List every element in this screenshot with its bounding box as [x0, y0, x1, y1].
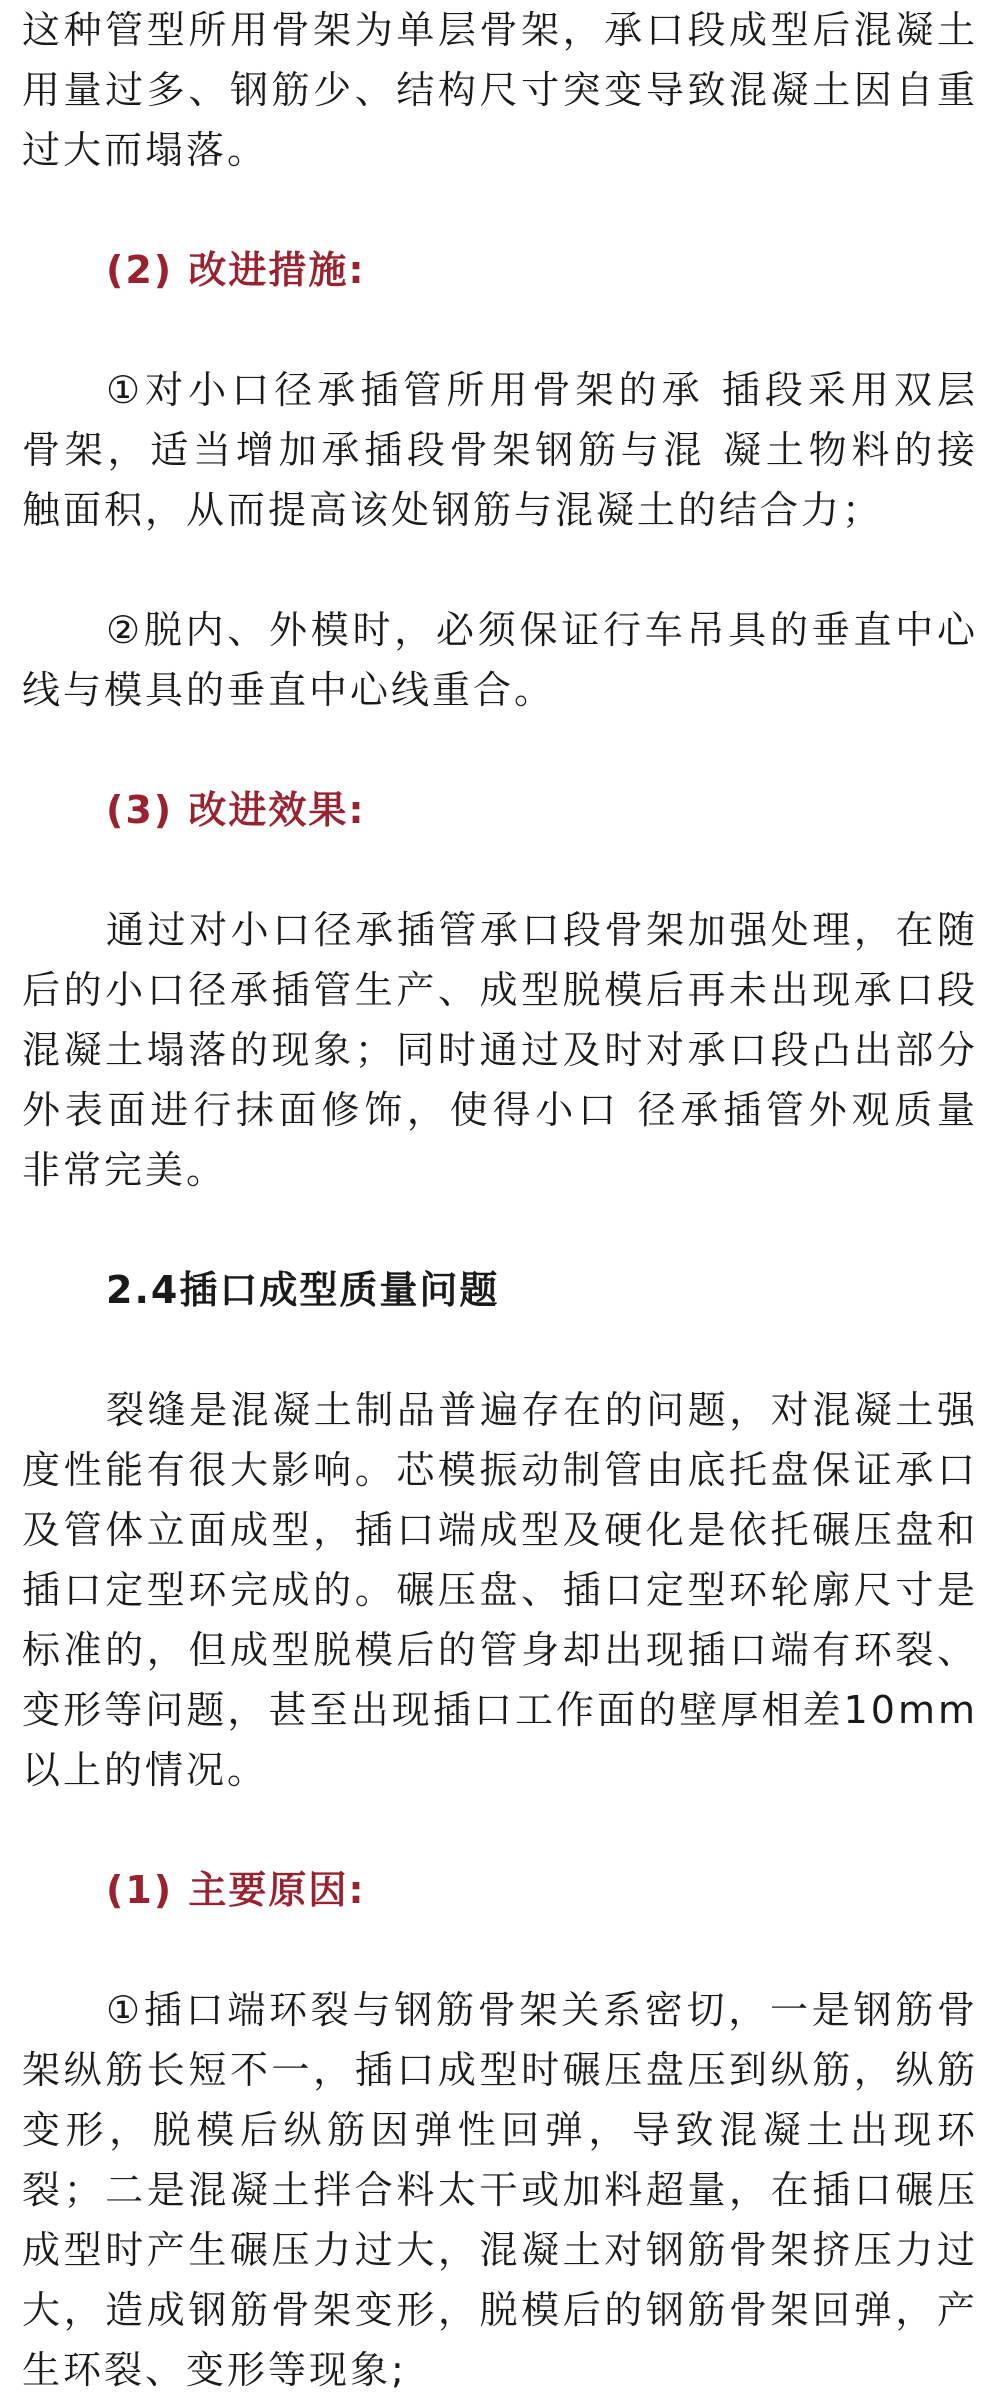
spacer [22, 1320, 978, 1380]
spacer [22, 1920, 978, 1980]
spacer [22, 840, 978, 900]
paragraph-effect: 通过对小口径承插管承口段骨架加强处理，在随后的小口径承插管生产、成型脱模后再未出现承口段混凝土塌落的现象；同时通过及时对承口段凸出部分外表面进行抹面修饰，使得小口 径承插管外观质量非常完美。 [22, 908, 978, 1192]
paragraph-cause-1: ①插口端环裂与钢筋骨架关系密切，一是钢筋骨架纵筋长短不一，插口成型时碾压盘压到纵筋，纵筋变形，脱模后纵筋因弹性回弹，导致混凝土出现环裂；二是混凝土拌合料太干或加料超量，在插口碾压成型时产生碾压力过大，混凝土对钢筋骨架挤压力过大，造成钢筋骨架变形，脱模后的钢筋骨架回弹，产生环裂、变形等现象; [22, 1988, 978, 2392]
heading-improvement-measures: (2) 改进措施: [106, 248, 366, 292]
spacer [22, 720, 978, 780]
spacer [22, 1800, 978, 1860]
spacer [22, 1200, 978, 1260]
heading-main-cause: (1) 主要原因: [106, 1868, 366, 1912]
heading-improvement-effect: (3) 改进效果: [106, 788, 366, 832]
paragraph-measure-2: ②脱内、外模时，必须保证行车吊具的垂直中心线与模具的垂直中心线重合。 [22, 608, 978, 712]
spacer [22, 300, 978, 360]
spacer [22, 540, 978, 600]
paragraph-section-intro: 裂缝是混凝土制品普遍存在的问题，对混凝土强度性能有很大影响。芯模振动制管由底托盘保证承口及管体立面成型，插口端成型及硬化是依托碾压盘和插口定型环完成的。碾压盘、插口定型环轮廓尺寸是标准的，但成型脱模后的管身却出现插口端有环裂、变形等问题，甚至出现插口工作面的壁厚相差10mm以上的情况。 [22, 1388, 978, 1792]
paragraph-intro: 这种管型所用骨架为单层骨架，承口段成型后混凝土用量过多、钢筋少、结构尺寸突变导致混凝土因自重过大而塌落。 [22, 8, 978, 172]
heading-section-2-4: 2.4插口成型质量问题 [106, 1268, 500, 1312]
spacer [22, 180, 978, 240]
paragraph-measure-1: ①对小口径承插管所用骨架的承 插段采用双层骨架，适当增加承插段骨架钢筋与混 凝土物料的接触面积，从而提高该处钢筋与混凝土的结合力； [22, 368, 978, 532]
